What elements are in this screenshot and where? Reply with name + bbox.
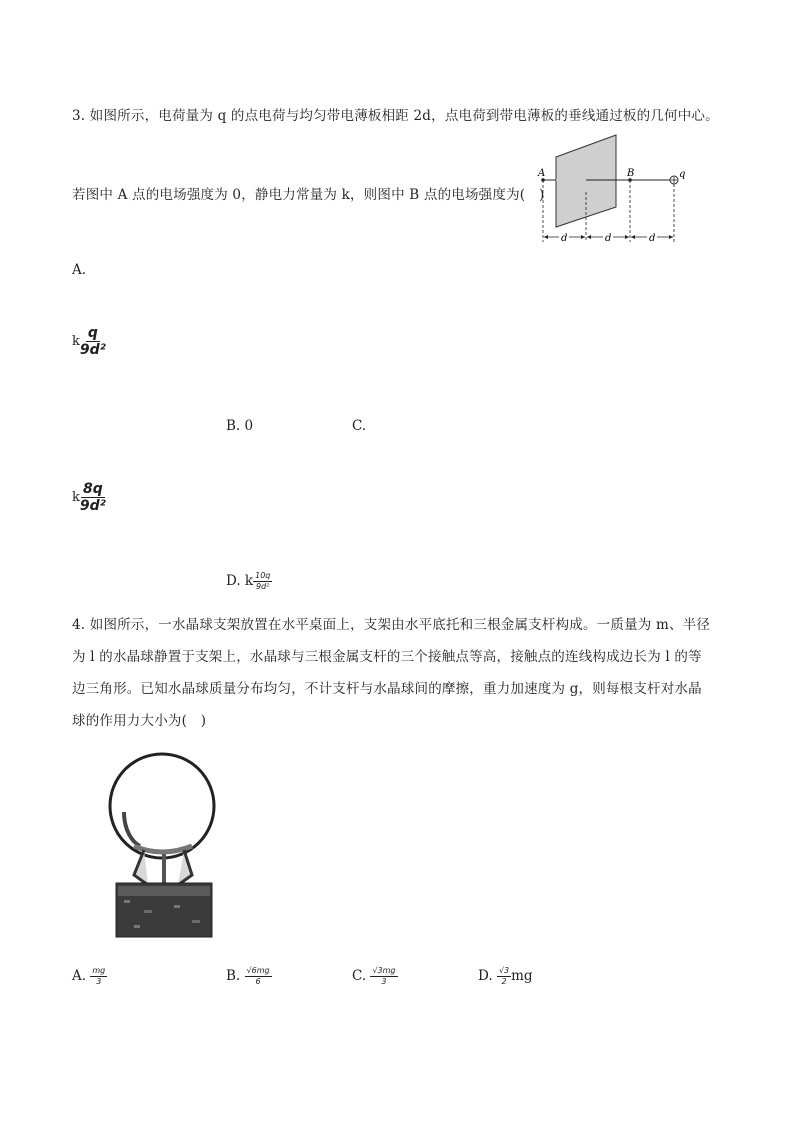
q3-option-a-formula xyxy=(72,326,106,357)
q4-option-a: A. $\frac{mg}{3}$ xyxy=(72,966,106,986)
dim-d-2: d xyxy=(605,233,612,244)
label-q: q xyxy=(679,169,686,180)
option-a-denominator: 9d² xyxy=(79,342,106,358)
option-a-k: k xyxy=(72,334,80,349)
option-c-denominator: 9d² xyxy=(79,498,106,514)
crystal-ball xyxy=(110,754,214,858)
q4-stem-line-4: 球的作用力大小为( ) xyxy=(72,713,207,729)
q3-option-d xyxy=(226,572,272,591)
q3-stem-line-2: 若图中 A 点的电场强度为 0，静电力常量为 k，则图中 B 点的电场强度为( ) xyxy=(72,187,545,203)
option-d-numerator: 10q xyxy=(255,571,271,580)
q3-option-c-label: C. xyxy=(352,418,367,434)
q4-option-d: D. $\frac{√3}{2}$ mg xyxy=(478,966,533,986)
q3-option-a-label: A. xyxy=(72,262,87,278)
q3-stem-line-1: 3. 如图所示，电荷量为 q 的点电荷与均匀带电薄板相距 2d，点电荷到带电薄板的垂线通过板的几何中心。 xyxy=(72,108,719,124)
option-a-numerator: q xyxy=(87,325,98,341)
dim-d-3: d xyxy=(649,233,656,244)
q3-option-c-formula xyxy=(72,482,106,513)
dim-d-1: d xyxy=(561,233,568,244)
q3-figure xyxy=(536,132,696,247)
q4-stem-line-2: 为 l 的水晶球静置于支架上，水晶球与三根金属支杆的三个接触点等高，接触点的连线构成边长为 l 的等 xyxy=(72,649,702,665)
q3-option-b: B. 0 xyxy=(226,418,254,434)
q4-stem-line-1: 4. 如图所示，一水晶球支架放置在水平桌面上，支架由水平底托和三根金属支杆构成。一质量为 m、半径 xyxy=(72,617,711,633)
option-d-denominator: 9d² xyxy=(256,582,270,591)
option-c-k: k xyxy=(72,490,80,505)
q4-option-c: C. $\frac{√3mg}{3}$ xyxy=(352,966,396,986)
q4-option-b: B. $\frac{√6mg}{6}$ xyxy=(226,966,270,986)
label-b: B xyxy=(627,168,635,179)
label-a: A xyxy=(538,168,546,179)
option-d-label: D. k xyxy=(226,573,254,589)
q4-stem-line-3: 边三角形。已知水晶球质量分布均匀，不计支杆与水晶球间的摩擦，重力加速度为 g，则每根支杆对水晶 xyxy=(72,681,702,697)
option-c-numerator: 8q xyxy=(82,481,103,497)
crystal-ball-figure xyxy=(104,750,224,940)
